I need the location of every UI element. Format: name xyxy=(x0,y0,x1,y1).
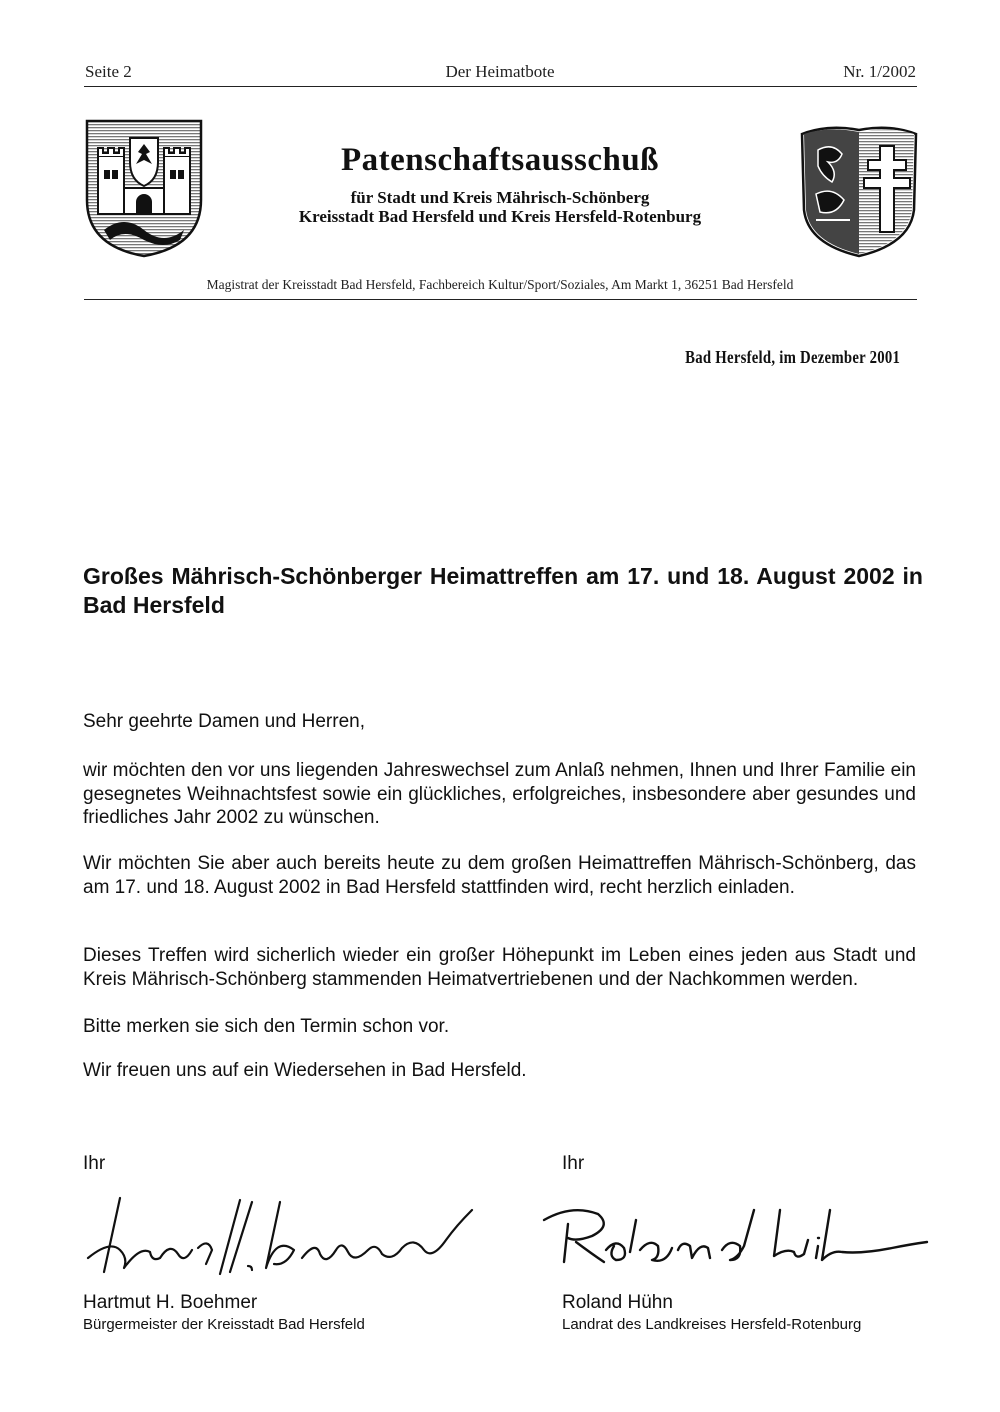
closing-line: Wir freuen uns auf ein Wiedersehen in Bad Hersfeld. xyxy=(83,1060,527,1081)
greeting-left: Ihr xyxy=(83,1153,106,1174)
header-divider xyxy=(84,86,917,87)
page-number: Seite 2 xyxy=(85,62,132,81)
body-paragraph-3: Dieses Treffen wird sicherlich wieder ein großer Höhepunkt im Leben eines jeden aus Stadt und Kreis Mährisch-Schönberg stammenden Heimatvertriebenen und der Nachkommen werden. xyxy=(83,945,916,990)
dateline: Bad Hersfeld, im Dezember 2001 xyxy=(685,347,900,367)
body-paragraph-4: Bitte merken sie sich den Termin schon vor. xyxy=(83,1016,450,1037)
handwritten-signature-boehmer xyxy=(80,1180,500,1280)
signatory-role-right: Landrat des Landkreises Hersfeld-Rotenburg xyxy=(562,1316,862,1333)
publication-title: Der Heimatbote xyxy=(445,62,555,81)
signatory-name-right: Roland Hühn xyxy=(562,1292,673,1313)
body-paragraph-2: Wir möchten Sie aber auch bereits heute zu dem großen Heimattreffen Mährisch-Schönberg, das am 17. und 18. August 2002 in Bad Hersfeld stattfinden wird, recht herzlich einladen. xyxy=(83,853,916,898)
address-divider xyxy=(84,299,917,300)
letterhead-address: Magistrat der Kreisstadt Bad Hersfeld, Fachbereich Kultur/Sport/Soziales, Am Markt 1, 36251 Bad Hersfeld xyxy=(206,277,794,292)
salutation: Sehr geehrte Damen und Herren, xyxy=(83,711,365,732)
issue-number: Nr. 1/2002 xyxy=(843,62,916,81)
signatory-role-left: Bürgermeister der Kreisstadt Bad Hersfeld xyxy=(83,1316,365,1333)
greeting-right: Ihr xyxy=(562,1153,585,1174)
handwritten-signature-huehn xyxy=(532,1180,932,1280)
letter-headline: Großes Mährisch-Schönberger Heimattreffen am 17. und 18. August 2002 in Bad Hersfeld xyxy=(83,563,923,618)
body-paragraph-1: wir möchten den vor uns liegenden Jahreswechsel zum Anlaß nehmen, Ihnen und Ihrer Familie ein gesegnetes Weihnachtsfest sowie ein glückliches, erfolgreiches, insbesondere aber gesundes und friedliches Jahr 2002 zu wünschen. xyxy=(83,760,916,828)
signatory-name-left: Hartmut H. Boehmer xyxy=(83,1292,258,1313)
letterhead-subtitle-1: für Stadt und Kreis Mährisch-Schönberg xyxy=(350,188,650,207)
letterhead-title: Patenschaftsausschuß xyxy=(340,142,660,178)
letterhead-subtitle-2: Kreisstadt Bad Hersfeld und Kreis Hersfeld-Rotenburg xyxy=(298,207,702,226)
